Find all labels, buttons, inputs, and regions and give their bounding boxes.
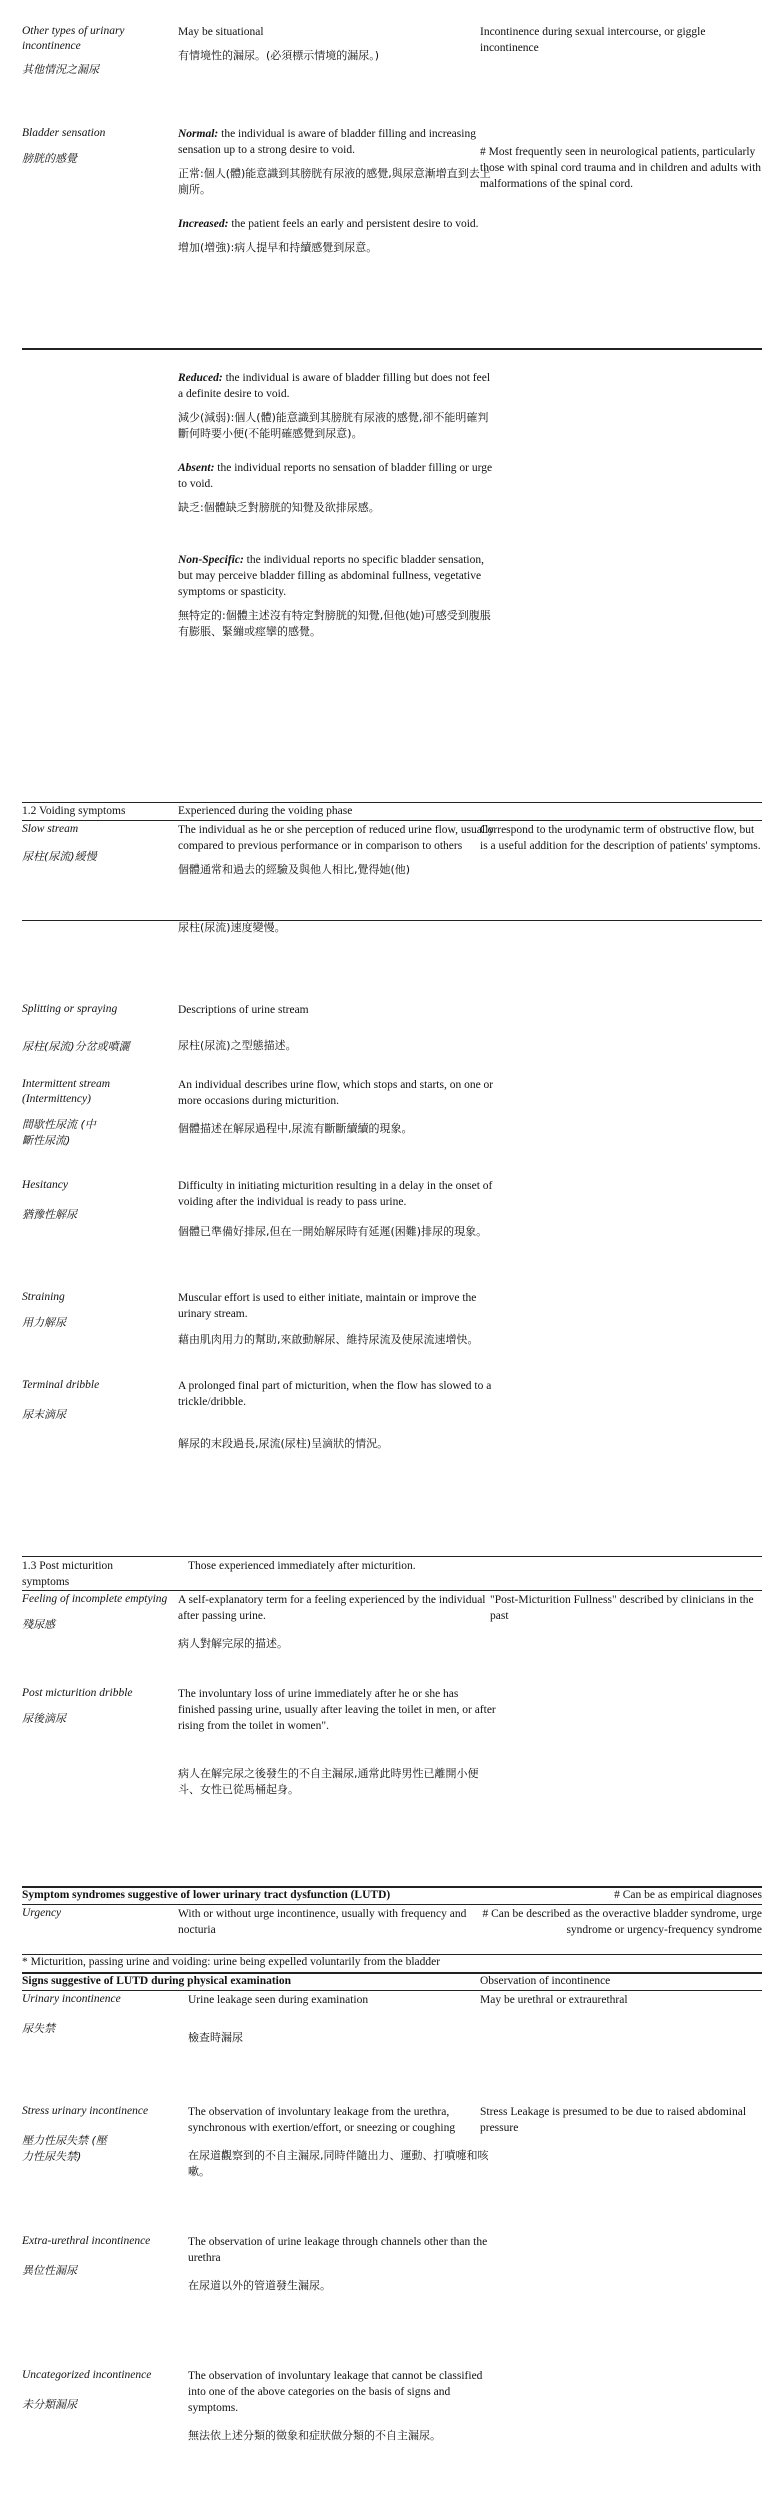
definition: Normal: the individual is aware of bladder filling and increasing sensation up to a strong desire to void. 正常:個人(體)能意識到其膀胱有尿液的感覺,與尿意漸增直到去上廁所。 Increased: the patient feels an early and persistent desire to void. 增加(增強):病人提早和持續感覺到尿意。 [178,128,491,254]
definition: Muscular effort is used to either initiate, maintain or improve the urinary stream. 藉由肌肉用力的幫助,來啟動解尿、維持尿流及使尿流速增快。 [178,1292,479,1346]
term: Bladder sensation 膀胱的感覺 [22,127,106,165]
term: Stress urinary incontinence 壓力性尿失禁 (壓力性尿失禁) [22,2105,149,2163]
definition: The individual as he or she perception of reduced urine flow, usually compared to previous performance or in comparison to others 個體通常和過去的經驗及與他人相比,覺得她(他) [178,824,495,876]
note: # Most frequently seen in neurological patients, particularly those with spinal cord trauma and in children and adults with malformations of the spinal cord. [480,146,762,190]
definition: An individual describes urine flow, which stops and starts, on one or more occasions during micturition. 個體描述在解尿過程中,尿流有斷斷續續的現象。 [178,1079,494,1135]
term: Post micturition dribble 尿後滴尿 [22,1687,133,1725]
divider [22,1990,762,1991]
section-number: 1.2 Voiding symptoms [22,805,126,817]
divider [22,1972,762,1974]
term: Intermittent stream (Intermittency) 間歇性尿流 (中斷性尿流) [22,1078,111,1147]
section-header [22,1889,762,1901]
term: Other types of urinary incontinence 其他情況之漏尿 [22,25,125,76]
definition: The involuntary loss of urine immediately after he or she has finished passing urine, usually after leaving the toilet in men, or after rising from the toilet in women". 病人在解完尿之後發生的不自主漏尿,通常此時男性已離開小便斗、女性已從馬桶起身。 [178,1688,496,1796]
definition: The observation of involuntary leakage that cannot be classified into one of the above categories on the basis of signs and symptoms. 無法依上述分類的徵象和症狀做分類的不自主漏尿。 [188,2370,483,2442]
note: "Post-Micturition Fullness" described by clinicians in the past [490,1594,754,1622]
term: Urgency [22,1907,62,1919]
term: Straining 用力解尿 [22,1291,66,1329]
definition: A self-explanatory term for a feeling experienced by the individual after passing urine. 病人對解完尿的描述。 [178,1594,486,1650]
term: Extra-urethral incontinence 異位性漏尿 [22,2235,151,2277]
section-description: Those experienced immediately after micturition. [188,1560,416,1572]
definition: Difficulty in initiating micturition resulting in a delay in the onset of voiding after the individual is ready to pass urine. 個體已準備好排尿,但在一開始解尿時有延遲(困難)排尿的現象。 [178,1180,493,1238]
divider [22,1886,762,1888]
divider [22,1590,762,1591]
definition: Urine leakage seen during examination 檢查時漏尿 [188,1994,369,2044]
section-header [22,805,762,817]
divider [22,820,762,821]
divider [22,1954,762,1955]
term: Splitting or spraying 尿柱(尿流)分岔或噴灑 [22,1003,130,1053]
section-description: Observation of incontinence [480,1975,611,1987]
section-header [22,1975,762,1987]
definition: With or without urge incontinence, usually with frequency and nocturia [178,1908,467,1936]
divider [22,1556,762,1557]
definition: Descriptions of urine stream 尿柱(尿流)之型態描述。 [178,1004,309,1052]
note: Stress Leakage is presumed to be due to raised abdominal pressure [480,2106,747,2134]
term: Uncategorized incontinence 未分類漏尿 [22,2369,152,2411]
definition: Reduced: the individual is aware of bladder filling but does not feel a definite desire to void. 減少(減弱):個人(體)能意識到其膀胱有尿液的感覺,卻不能明確判斷何時要小便(不能明確感覺到尿意)。 Absent: the individual reports no sensation of bladder filling or urge to void. 缺乏:個體缺乏對膀胱的知覺及欲排尿感。 Non-Specific: the individual reports no specific bladder sensation, but may perceive bladder filling as abdominal fullness, vegetative symptoms or spasticity. 無特定的:個體主述沒有特定對膀胱的知覺,但他(她)可感受到腹脹有膨脹、緊繃或痙攣的感覺。 [178,372,493,638]
section-description: Experienced during the voiding phase [178,805,353,817]
note: Incontinence during sexual intercourse, or giggle incontinence [480,26,706,54]
term: Slow stream 尿柱(尿流)緩慢 [22,823,97,863]
term: Hesitancy 猶豫性解尿 [22,1179,77,1221]
section-title: Symptom syndromes suggestive of lower urinary tract dysfunction (LUTD) [22,1889,391,1901]
section-title: Signs suggestive of LUTD during physical examination [22,1975,292,1987]
divider [22,802,762,803]
section-number: 1.3 Post micturition symptoms [22,1560,114,1588]
definition: May be situational 有情境性的漏尿。(必須標示情境的漏尿。) [178,26,380,62]
divider [22,348,762,350]
definition: The observation of urine leakage through channels other than the urethra 在尿道以外的管道發生漏尿。 [188,2236,488,2292]
term: Urinary incontinence 尿失禁 [22,1993,121,2035]
divider [22,1904,762,1905]
section-note: # Can be as empirical diagnoses [614,1889,762,1901]
term: Terminal dribble 尿末滴尿 [22,1379,100,1421]
note: # Can be described as the overactive bladder syndrome, urge syndrome or urgency-frequency syndrome [482,1908,762,1936]
definition: A prolonged final part of micturition, when the flow has slowed to a trickle/dribble. 解尿的末段過長,尿流(尿柱)呈滴狀的情況。 [178,1380,492,1450]
definition: The observation of involuntary leakage from the urethra, synchronous with exertion/effort, or sneezing or coughing 在尿道觀察到的不自主漏尿,同時伴隨出力、運動、打噴嚏和咳嗽。 [188,2106,489,2178]
note: Correspond to the urodynamic term of obstructive flow, but is a useful addition for the description of patients' symptoms. [480,824,761,852]
definition-cont: 尿柱(尿流)速度變慢。 [178,921,286,934]
term: Feeling of incomplete emptying 殘尿感 [22,1593,168,1631]
note: May be urethral or extraurethral [480,1994,628,2006]
footnote: * Micturition, passing urine and voiding: urine being expelled voluntarily from the bladder [22,1956,441,1968]
